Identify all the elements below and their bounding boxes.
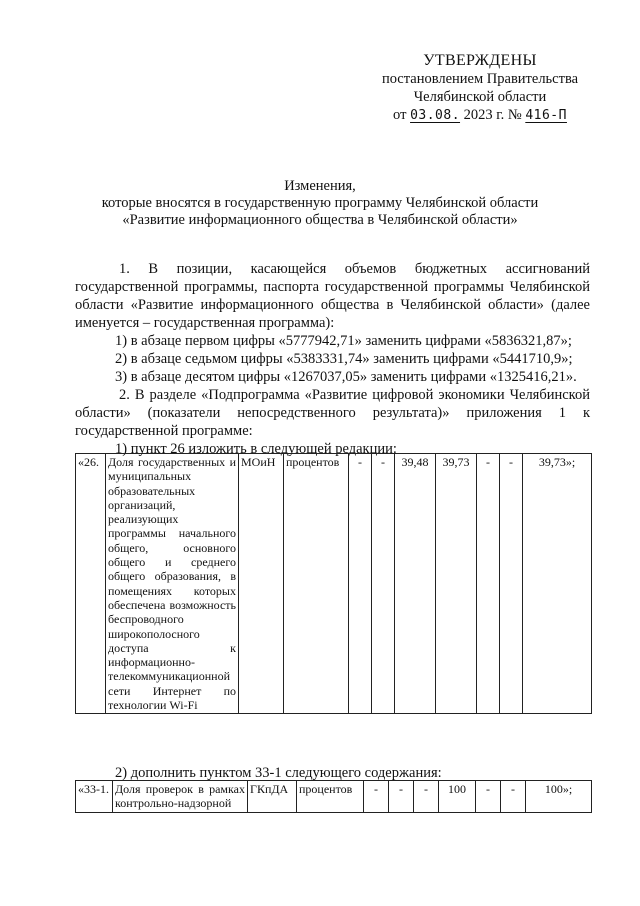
paragraph-2: 2. В разделе «Подпрограмма «Развитие цифровой экономики Челябинской области» (показатели непосредственного результата)» приложения 1 к государственной программе: (75, 387, 590, 439)
paragraph-1: 1. В позиции, касающейся объемов бюджетных ассигнований государственной программы, паспорта государственной программы Челябинской области «Развитие информационного общества в Челябинской области» (далее именуется – государственная программа): (75, 261, 590, 331)
title-line-2: которые вносятся в государственную программу Челябинской области (101, 195, 539, 211)
cell-unit: процентов (297, 781, 364, 813)
cell-value-1: - (364, 781, 389, 813)
cell-value-5: - (476, 781, 501, 813)
cell-value-3: 39,48 (395, 454, 436, 714)
paragraph-2-item-2: 2) дополнить пунктом 33-1 следующего содержания: (115, 765, 442, 781)
paragraph-1-item-3: 3) в абзаце десятом цифры «1267037,05» заменить цифрами «1325416,21». (115, 369, 577, 385)
year-text: 2023 г. № (463, 107, 522, 123)
approval-date-line (360, 106, 600, 125)
resolution-number: 416-П (525, 108, 567, 123)
cell-value-7: 39,73»; (523, 454, 592, 714)
cell-value-4: 100 (439, 781, 476, 813)
title-line-3: «Развитие информационного общества в Челябинской области» (122, 212, 518, 228)
cell-description: Доля государственных и муниципальных образовательных организаций, реализующих программы начального общего, основного общего и среднего общего образования, в помещениях которых обеспечена возможность беспроводного широкополосного доступа к информационно-телекоммуникационной сети Интернет по технологии Wi-Fi (106, 454, 239, 714)
approval-stamp (360, 52, 600, 125)
cell-value-6: - (501, 781, 526, 813)
cell-value-5: - (477, 454, 500, 714)
cell-unit: процентов (284, 454, 349, 714)
table-row (76, 781, 592, 813)
cell-value-2: - (389, 781, 414, 813)
cell-value-7: 100»; (526, 781, 592, 813)
paragraph-1-item-1: 1) в абзаце первом цифры «5777942,71» заменить цифрами «5836321,87»; (115, 333, 572, 349)
document-title (60, 178, 580, 229)
document-body (75, 260, 590, 458)
table-row (76, 454, 592, 714)
approval-date: 03.08. (410, 108, 461, 123)
approved-heading: УТВЕРЖДЕНЫ (423, 52, 537, 69)
cell-number: «33-1. (76, 781, 113, 813)
cell-value-4: 39,73 (436, 454, 477, 714)
indicator-table-33-1 (75, 780, 592, 813)
cell-number: «26. (76, 454, 106, 714)
date-prefix: от (393, 107, 407, 123)
cell-description: Доля проверок в рамках контрольно-надзорной (113, 781, 248, 813)
approved-line-2: постановлением Правительства (381, 71, 579, 87)
cell-organization: ГКпДА (248, 781, 297, 813)
title-line-1: Изменения, (284, 178, 356, 194)
cell-organization: МОиН (239, 454, 284, 714)
paragraph-2-item-1: 1) пункт 26 изложить в следующей редакции: (115, 441, 397, 457)
cell-value-6: - (500, 454, 523, 714)
cell-value-1: - (349, 454, 372, 714)
paragraph-1-item-2: 2) в абзаце седьмом цифры «5383331,74» заменить цифрами «5441710,9»; (115, 351, 573, 367)
approved-line-3: Челябинской области (413, 89, 547, 105)
cell-value-3: - (414, 781, 439, 813)
indicator-table-26 (75, 453, 592, 714)
cell-value-2: - (372, 454, 395, 714)
